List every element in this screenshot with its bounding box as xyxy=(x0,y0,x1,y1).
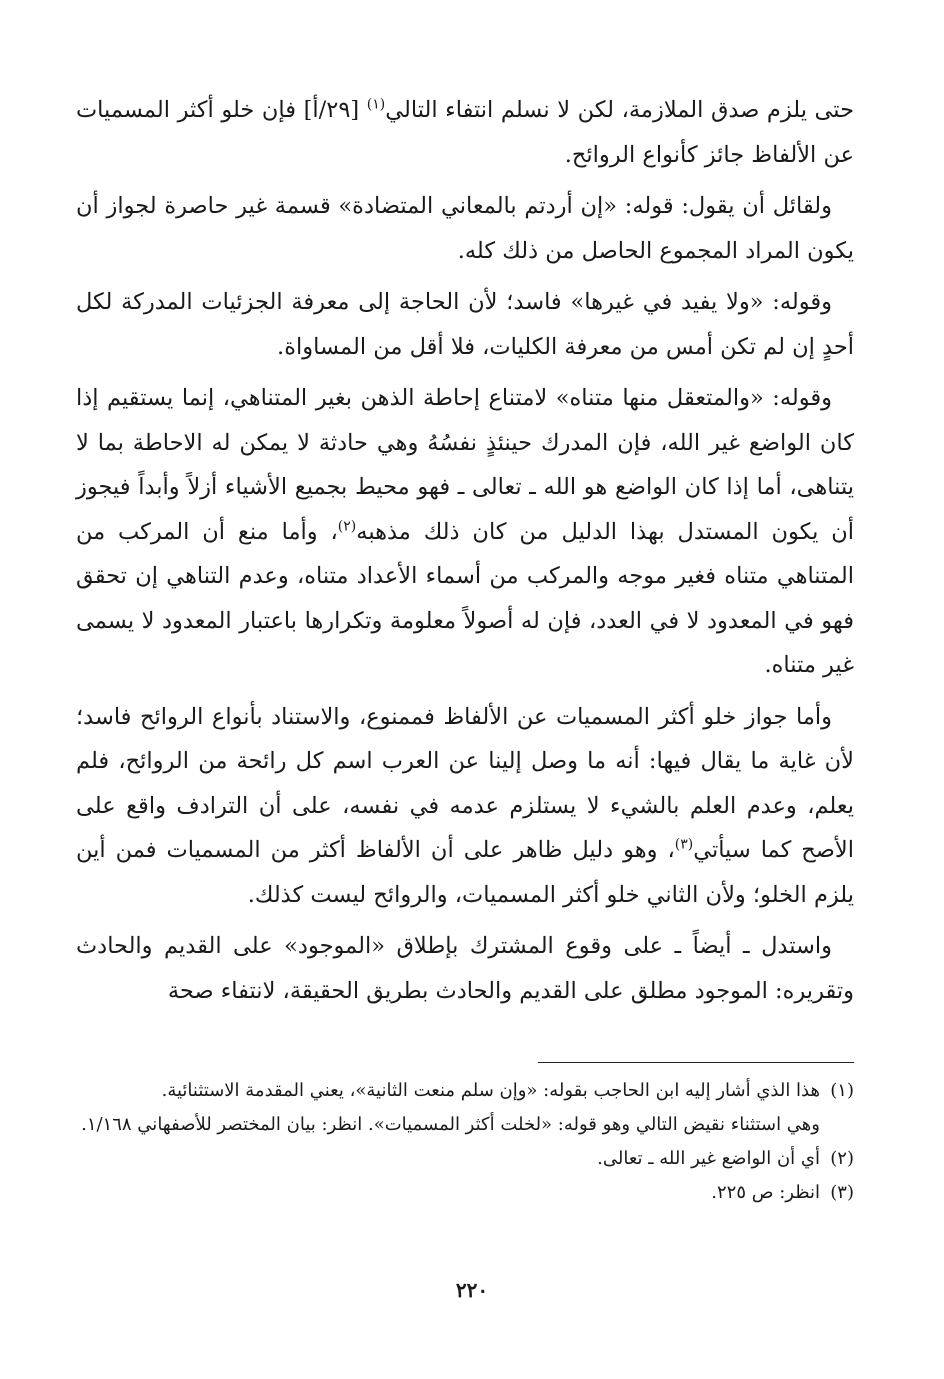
paragraph: وقوله: «ولا يفيد في غيرها» فاسد؛ لأن الحاجة إلى معرفة الجزئيات المدركة لكل أحدٍ إن لم تكن أمس من معرفة الكليات، فلا أقل من المساواة. xyxy=(76,289,854,360)
paragraph: واستدل ـ أيضاً ـ على وقوع المشترك بإطلاق «الموجود» على القديم والحادث وتقريره: الموجود مطلق على القديم والحادث بطريق الحقيقة، لانتفاء صحة xyxy=(76,933,854,1004)
footnote xyxy=(76,1074,854,1108)
footnote-reference: (٢) xyxy=(337,518,357,534)
paragraph: وأما جواز خلو أكثر المسميات عن الألفاظ فممنوع، والاستناد بأنواع الروائح فاسد؛ لأن غاية ما يقال فيها: أنه ما وصل إلينا عن العرب اسم كل رائحة من الروائح، فلم يعلم، وعدم العلم بالشيء لا يستلزم عدمه في نفسه، على أن الترادف واقع على الأصح كما سيأتي$^{(٣)}$، وهو دليل ظاهر على أن الألفاظ أكثر من المسميات فمن أين يلزم الخلو؛ ولأن الثاني خلو أكثر المسميات، والروائح ليست كذلك. xyxy=(76,703,854,908)
page-number: ٢٢٠ xyxy=(455,1278,489,1302)
footnote-divider xyxy=(538,1062,854,1063)
paragraph: حتى يلزم صدق الملازمة، لكن لا نسلم انتفاء التالي$^{(١)}$ [٢٩/أ] فإن خلو أكثر المسميات عن الألفاظ جائز كأنواع الروائح. xyxy=(76,96,854,168)
footnote-continuation: وهي استثناء نقيض التالي وهو قوله: «لخلت أكثر المسميات». انظر: بيان المختصر للأصفهاني ١/١٦٨. xyxy=(81,1114,820,1135)
footnote xyxy=(76,1176,854,1210)
footnote-text: انظر: ص ٢٢٥. xyxy=(711,1182,820,1203)
footnote-reference: (٣) xyxy=(674,836,694,853)
main-text xyxy=(76,88,854,1020)
footnote-number: (١) xyxy=(830,1080,854,1101)
footnote-number: (٣) xyxy=(830,1182,854,1203)
footnotes xyxy=(76,1074,854,1210)
footnote xyxy=(76,1142,854,1176)
footnote-text: هذا الذي أشار إليه ابن الحاجب بقوله: «وإن سلم منعت الثانية»، يعني المقدمة الاستثنائية. xyxy=(161,1080,820,1101)
paragraph: وقوله: «والمتعقل منها متناه» لامتناع إحاطة الذهن بغير المتناهي، إنما يستقيم إذا كان الواضع غير الله، فإن المدرك حينئذٍ نفسُهُ وهي حادثة لا يمكن له الاحاطة بما لا يتناهى، أما إذا كان الواضع هو الله ـ تعالى ـ فهو محيط بجميع الأشياء أزلاً وأبداً فيجوز أن يكون المستدل بهذا الدليل من كان ذلك مذهبه$^{(٢)}$، وأما منع أن المركب من المتناهي متناه فغير موجه والمركب من أسماء الأعداد متناه، وعدم التناهي إن تحقق فهو في المعدود لا في العدد، فإن له أصولاً معلومة وتكرارها باعتبار المعدود لا يسمى غير متناه. xyxy=(76,385,854,678)
footnote-reference: (١) xyxy=(366,96,386,113)
footnote-number: (٢) xyxy=(830,1148,854,1169)
paragraph: ولقائل أن يقول: قوله: «إن أردتم بالمعاني المتضادة» قسمة غير حاصرة لجواز أن يكون المراد المجموع الحاصل من ذلك كله. xyxy=(76,193,854,264)
footnote-text: أي أن الواضع غير الله ـ تعالى. xyxy=(597,1148,820,1169)
